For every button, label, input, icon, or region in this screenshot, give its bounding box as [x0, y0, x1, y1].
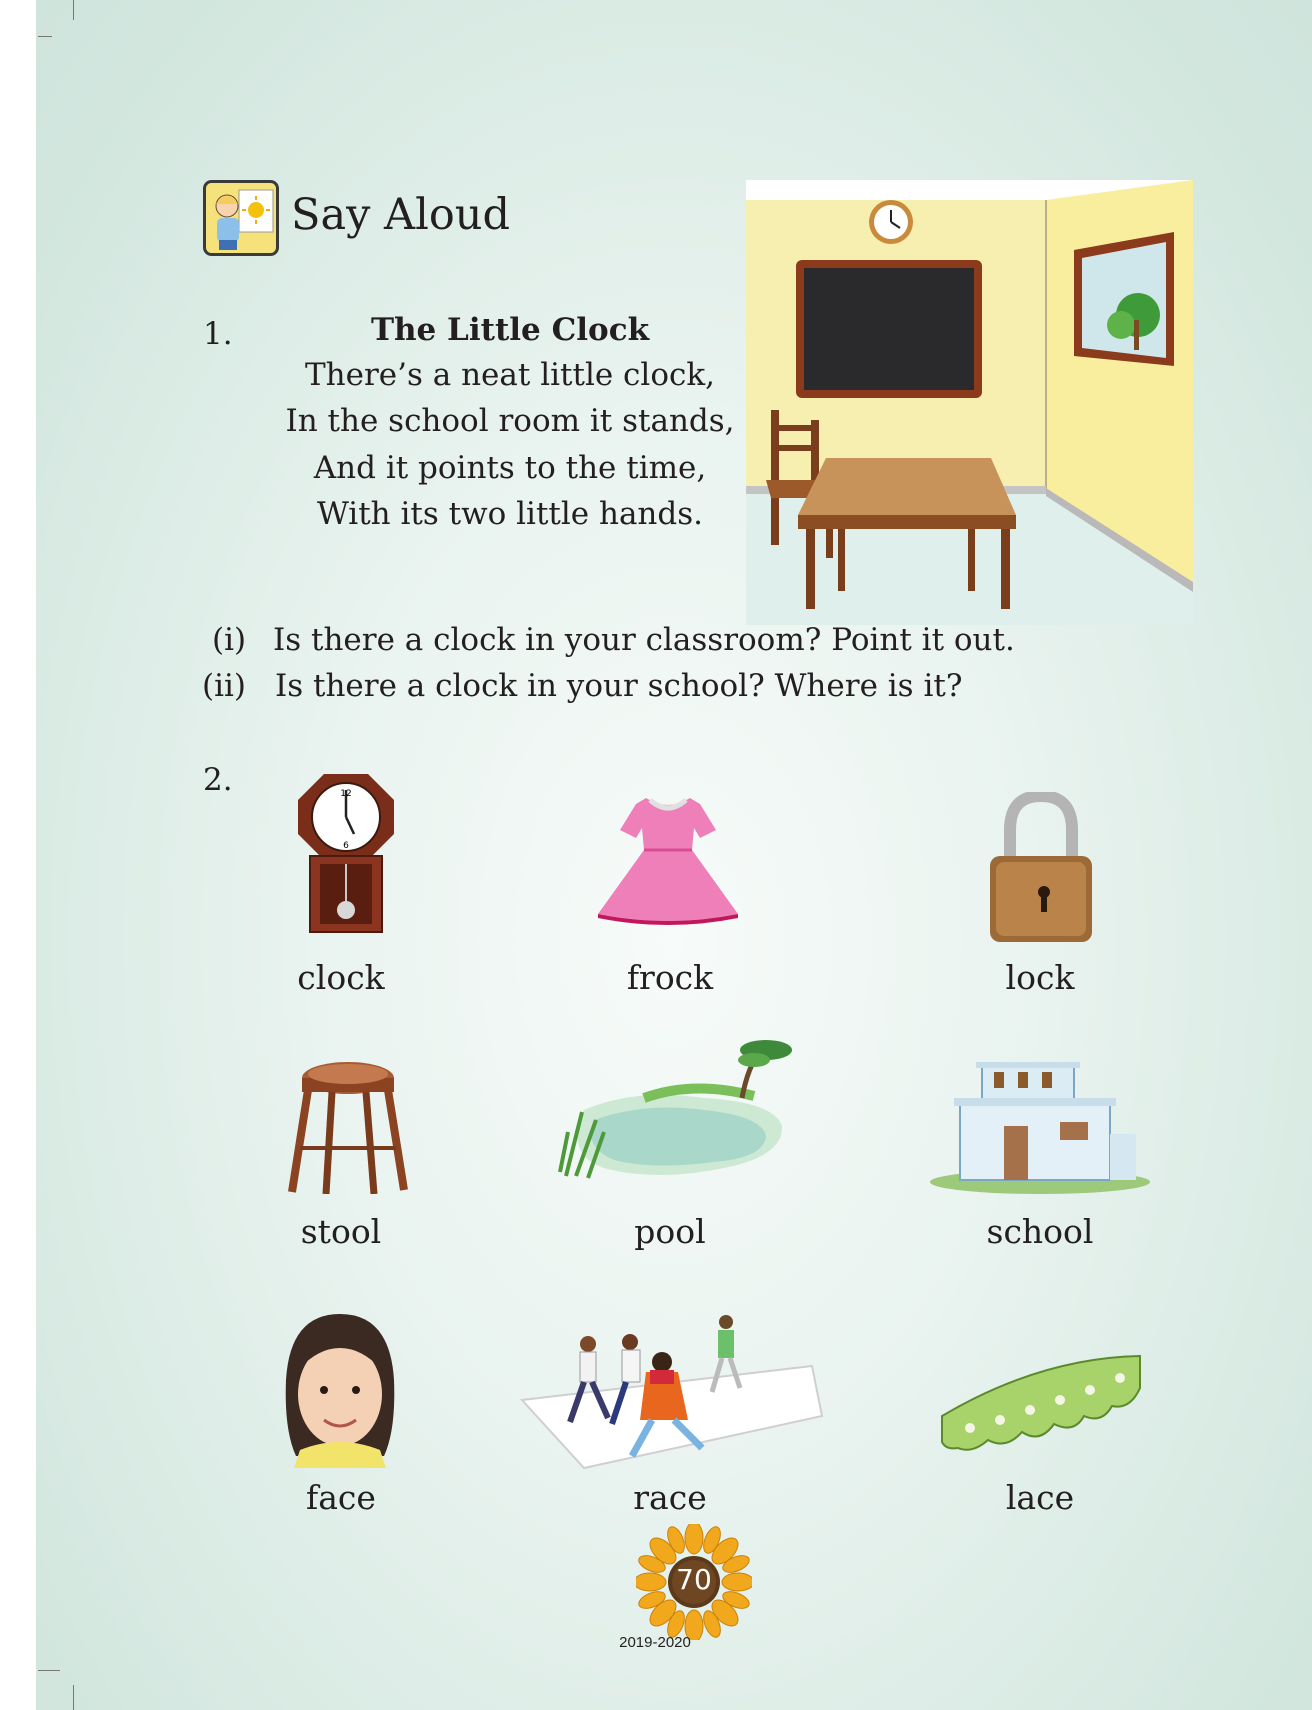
exercise-number: 1. — [203, 316, 233, 352]
pink-frock-icon — [588, 790, 748, 928]
poem-line: In the school room it stands, — [285, 403, 735, 439]
section-title: Say Aloud — [291, 190, 510, 240]
pendulum-clock-icon — [296, 772, 396, 934]
stool-icon — [286, 1060, 408, 1194]
poem-line: There’s a neat little clock, — [304, 357, 715, 393]
svg-text:12: 12 — [340, 789, 352, 799]
crop-mark — [73, 1685, 74, 1710]
question-label: (i) — [212, 622, 247, 658]
word-label: lace — [1005, 1478, 1075, 1517]
poem-line: With its two little hands. — [316, 496, 704, 532]
padlock-icon — [988, 792, 1094, 944]
poem-title: The Little Clock — [370, 312, 650, 348]
classroom-illustration — [746, 180, 1193, 625]
question-label: (ii) — [202, 668, 247, 704]
word-label: stool — [300, 1212, 382, 1251]
child-drawing-sun-icon — [203, 180, 279, 256]
word-label: clock — [297, 958, 385, 997]
year-label: 2019-2020 — [619, 1634, 691, 1651]
crop-mark — [38, 1670, 60, 1671]
question-text: Is there a clock in your classroom? Point it out. — [273, 622, 1015, 658]
children-racing-icon — [512, 1308, 824, 1474]
page-number: 70 — [676, 1563, 712, 1596]
girl-face-icon — [282, 1310, 398, 1468]
word-label: race — [633, 1478, 707, 1517]
crop-mark — [38, 36, 52, 37]
exercise-number: 2. — [203, 762, 233, 798]
pond-icon — [554, 1036, 792, 1190]
word-label: face — [306, 1478, 376, 1517]
word-label: frock — [626, 958, 714, 997]
poem-line: And it points to the time, — [313, 450, 707, 486]
lace-trim-icon — [940, 1354, 1142, 1454]
word-label: lock — [1005, 958, 1075, 997]
crop-mark — [73, 0, 74, 20]
school-building-icon — [930, 1058, 1152, 1194]
question-text: Is there a clock in your school? Where is it? — [275, 668, 963, 704]
svg-text:6: 6 — [343, 841, 349, 851]
word-label: school — [986, 1212, 1094, 1251]
word-label: pool — [634, 1212, 706, 1251]
